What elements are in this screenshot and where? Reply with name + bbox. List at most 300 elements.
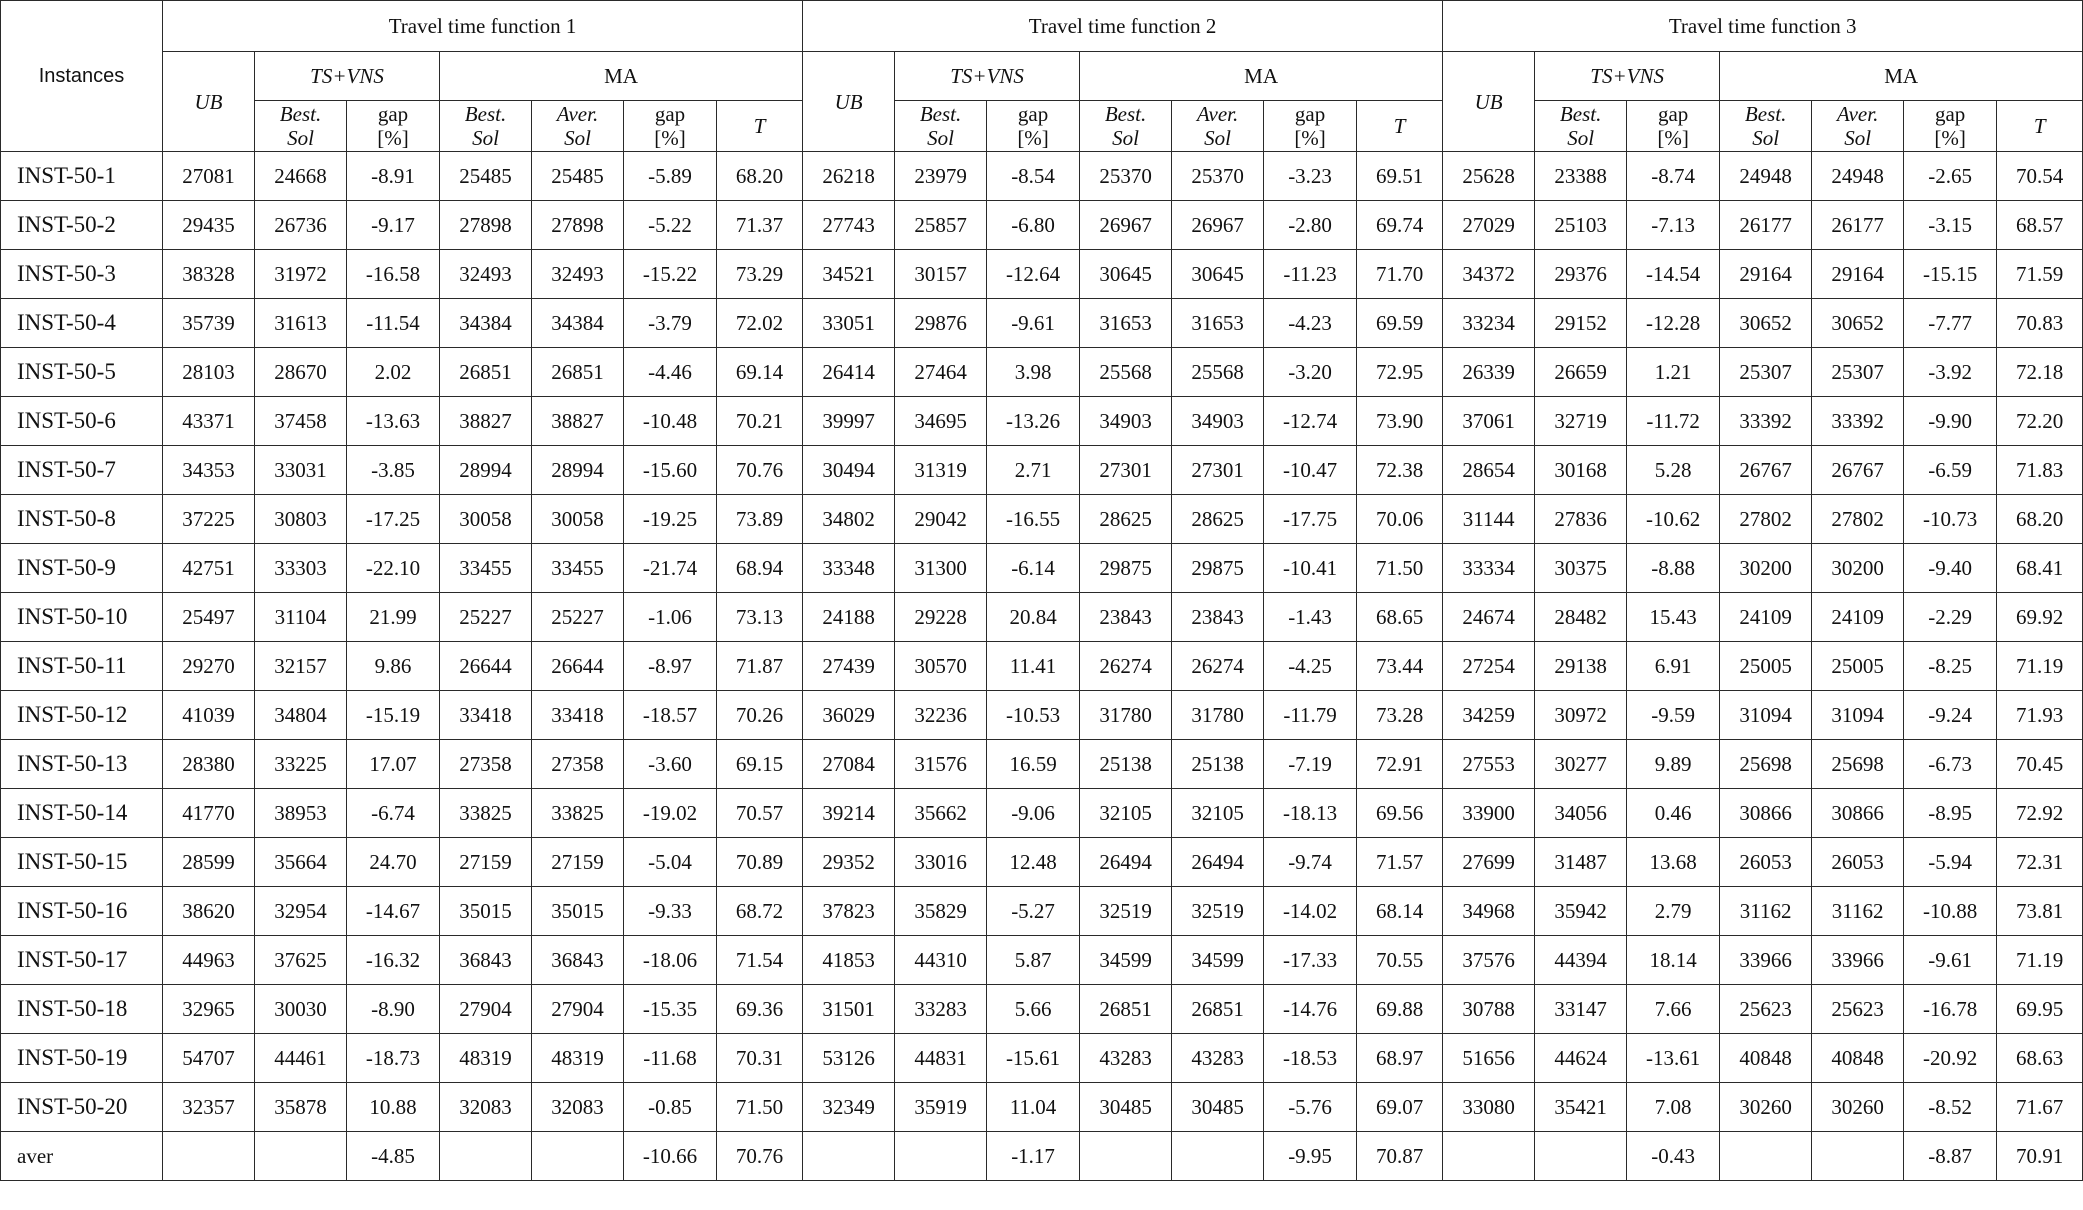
best-sol-header <box>1535 101 1627 152</box>
ts-best-sol-cell: 35664 <box>255 838 347 887</box>
best-sol-header-line1: Best. <box>919 102 962 126</box>
ma-best-sol-cell: 27358 <box>440 740 532 789</box>
ts-gap-cell: 2.71 <box>987 446 1080 495</box>
ma-best-sol-cell <box>1080 1132 1172 1181</box>
gap-header-line1: gap <box>377 102 409 126</box>
ts-best-sol-cell: 33303 <box>255 544 347 593</box>
time-cell: 71.83 <box>1997 446 2083 495</box>
ma-aver-sol-cell: 38827 <box>532 397 624 446</box>
ma-aver-sol-cell: 30652 <box>1812 299 1904 348</box>
ub-cell: 26339 <box>1443 348 1535 397</box>
ma-best-sol-cell: 28994 <box>440 446 532 495</box>
ub-cell: 27081 <box>163 152 255 201</box>
ts-best-sol-cell: 34695 <box>895 397 987 446</box>
table-row <box>1 1034 2083 1083</box>
ma-gap-cell: -2.29 <box>1904 593 1997 642</box>
average-row <box>1 1132 2083 1181</box>
ts-best-sol-cell: 34804 <box>255 691 347 740</box>
instance-name: INST-50-5 <box>1 348 163 397</box>
table-row <box>1 348 2083 397</box>
ub-cell: 25628 <box>1443 152 1535 201</box>
ma-aver-sol-cell: 26644 <box>532 642 624 691</box>
ma-aver-sol-cell <box>1172 1132 1264 1181</box>
ts-gap-cell: -9.61 <box>987 299 1080 348</box>
ma-aver-sol-cell: 26851 <box>1172 985 1264 1034</box>
ma-best-sol-cell: 26767 <box>1720 446 1812 495</box>
gap-header <box>987 101 1080 152</box>
t-header <box>1997 101 2083 152</box>
ts-gap-cell: 11.04 <box>987 1083 1080 1132</box>
ma-aver-sol-cell: 25568 <box>1172 348 1264 397</box>
ma-gap-cell: -9.33 <box>624 887 717 936</box>
ts-gap-cell: -16.58 <box>347 250 440 299</box>
ma-header <box>440 52 803 101</box>
ub-cell: 39214 <box>803 789 895 838</box>
ma-gap-cell: -11.23 <box>1264 250 1357 299</box>
ub-cell: 29435 <box>163 201 255 250</box>
ma-best-sol-cell: 31162 <box>1720 887 1812 936</box>
ma-aver-sol-cell: 26767 <box>1812 446 1904 495</box>
ma-gap-cell: -9.90 <box>1904 397 1997 446</box>
ma-label: MA <box>1244 64 1279 88</box>
table-row <box>1 593 2083 642</box>
ma-aver-sol-cell: 25623 <box>1812 985 1904 1034</box>
ts-best-sol-cell: 32157 <box>255 642 347 691</box>
ts-best-sol-cell: 38953 <box>255 789 347 838</box>
ma-aver-sol-cell: 25698 <box>1812 740 1904 789</box>
ub-cell: 30788 <box>1443 985 1535 1034</box>
ma-best-sol-cell <box>440 1132 532 1181</box>
ma-best-sol-cell: 32519 <box>1080 887 1172 936</box>
ts-gap-cell: -16.55 <box>987 495 1080 544</box>
ts-gap-cell: -13.61 <box>1627 1034 1720 1083</box>
ts-best-sol-cell: 32954 <box>255 887 347 936</box>
ts-best-sol-cell: 35829 <box>895 887 987 936</box>
gap-header-line2: [%] <box>1294 126 1326 150</box>
time-cell: 70.54 <box>1997 152 2083 201</box>
ma-best-sol-cell: 40848 <box>1720 1034 1812 1083</box>
ma-gap-cell: -9.40 <box>1904 544 1997 593</box>
ub-cell: 34802 <box>803 495 895 544</box>
ub-cell: 32357 <box>163 1083 255 1132</box>
ma-gap-cell: -11.79 <box>1264 691 1357 740</box>
time-cell: 69.59 <box>1357 299 1443 348</box>
ma-best-sol-cell: 24109 <box>1720 593 1812 642</box>
ma-gap-cell: -15.15 <box>1904 250 1997 299</box>
ts-best-sol-cell: 30277 <box>1535 740 1627 789</box>
ub-cell: 27439 <box>803 642 895 691</box>
ma-best-sol-cell: 26053 <box>1720 838 1812 887</box>
ts-best-sol-cell: 27464 <box>895 348 987 397</box>
ts-best-sol-cell <box>1535 1132 1627 1181</box>
instance-name: INST-50-15 <box>1 838 163 887</box>
ma-aver-sol-cell: 34903 <box>1172 397 1264 446</box>
ub-cell <box>1443 1132 1535 1181</box>
ma-gap-cell: -1.06 <box>624 593 717 642</box>
gap-header-line1: gap <box>1657 102 1689 126</box>
ts-gap-cell: -8.74 <box>1627 152 1720 201</box>
ma-aver-sol-cell: 32083 <box>532 1083 624 1132</box>
ts-vns-label: TS+VNS <box>310 64 384 88</box>
t-label: T <box>2033 114 2046 138</box>
ub-cell: 34259 <box>1443 691 1535 740</box>
gap-header <box>1904 101 1997 152</box>
ub-cell: 28599 <box>163 838 255 887</box>
ma-best-sol-cell: 33825 <box>440 789 532 838</box>
time-cell: 71.37 <box>717 201 803 250</box>
instance-name: INST-50-2 <box>1 201 163 250</box>
ma-gap-cell: -8.97 <box>624 642 717 691</box>
ma-aver-sol-cell: 25370 <box>1172 152 1264 201</box>
ma-best-sol-cell: 25698 <box>1720 740 1812 789</box>
ts-best-sol-cell: 31300 <box>895 544 987 593</box>
time-cell: 70.76 <box>717 1132 803 1181</box>
ma-best-sol-cell <box>1720 1132 1812 1181</box>
ma-aver-sol-cell: 35015 <box>532 887 624 936</box>
time-cell: 71.59 <box>1997 250 2083 299</box>
ma-aver-sol-cell: 26967 <box>1172 201 1264 250</box>
gap-header-line2: [%] <box>1657 126 1689 150</box>
ub-cell: 36029 <box>803 691 895 740</box>
ma-label: MA <box>604 64 638 88</box>
table-row <box>1 740 2083 789</box>
time-cell: 68.20 <box>1997 495 2083 544</box>
aver-sol-header-line1: Aver. <box>556 102 599 126</box>
ts-best-sol-cell: 44624 <box>1535 1034 1627 1083</box>
ub-header <box>1443 52 1535 152</box>
time-cell: 72.02 <box>717 299 803 348</box>
ma-aver-sol-cell: 23843 <box>1172 593 1264 642</box>
ts-gap-cell: -3.85 <box>347 446 440 495</box>
time-cell: 71.93 <box>1997 691 2083 740</box>
ma-best-sol-cell: 31653 <box>1080 299 1172 348</box>
table-row <box>1 299 2083 348</box>
time-cell: 68.97 <box>1357 1034 1443 1083</box>
ts-gap-cell: -10.53 <box>987 691 1080 740</box>
ma-best-sol-cell: 43283 <box>1080 1034 1172 1083</box>
ub-cell: 34968 <box>1443 887 1535 936</box>
time-cell: 69.56 <box>1357 789 1443 838</box>
time-cell: 70.76 <box>717 446 803 495</box>
ts-best-sol-cell: 31487 <box>1535 838 1627 887</box>
ma-best-sol-cell: 25138 <box>1080 740 1172 789</box>
ts-best-sol-cell: 25857 <box>895 201 987 250</box>
group-title: Travel time function 2 <box>1028 14 1217 38</box>
ub-cell: 54707 <box>163 1034 255 1083</box>
ub-cell: 27084 <box>803 740 895 789</box>
ma-gap-cell: -9.95 <box>1264 1132 1357 1181</box>
ma-best-sol-cell: 34384 <box>440 299 532 348</box>
ma-best-sol-cell: 26644 <box>440 642 532 691</box>
ma-gap-cell: -7.77 <box>1904 299 1997 348</box>
ub-cell: 27743 <box>803 201 895 250</box>
instance-name: INST-50-13 <box>1 740 163 789</box>
best-sol-header-line1: Best. <box>1559 102 1602 126</box>
table-row <box>1 397 2083 446</box>
gap-header-line1: gap <box>1294 102 1326 126</box>
ub-cell: 41039 <box>163 691 255 740</box>
ub-cell: 41770 <box>163 789 255 838</box>
ts-gap-cell: -11.54 <box>347 299 440 348</box>
ub-cell: 25497 <box>163 593 255 642</box>
ub-cell <box>163 1132 255 1181</box>
time-cell: 70.87 <box>1357 1132 1443 1181</box>
table-row <box>1 936 2083 985</box>
ub-cell: 30494 <box>803 446 895 495</box>
ma-gap-cell: -15.60 <box>624 446 717 495</box>
ts-best-sol-cell: 23979 <box>895 152 987 201</box>
ts-gap-cell: -15.19 <box>347 691 440 740</box>
ma-gap-cell: -17.75 <box>1264 495 1357 544</box>
ts-gap-cell: -17.25 <box>347 495 440 544</box>
ma-aver-sol-cell: 27301 <box>1172 446 1264 495</box>
ub-cell: 35739 <box>163 299 255 348</box>
ts-best-sol-cell: 35919 <box>895 1083 987 1132</box>
group-header-2 <box>803 1 1443 52</box>
ma-gap-cell: -4.23 <box>1264 299 1357 348</box>
ma-best-sol-cell: 33966 <box>1720 936 1812 985</box>
ub-cell: 31501 <box>803 985 895 1034</box>
ub-cell: 24674 <box>1443 593 1535 642</box>
ts-vns-header <box>1535 52 1720 101</box>
t-label: T <box>1393 114 1406 138</box>
ma-best-sol-cell: 31780 <box>1080 691 1172 740</box>
ts-gap-cell: -1.17 <box>987 1132 1080 1181</box>
ub-label: UB <box>834 89 863 114</box>
ts-gap-cell: 24.70 <box>347 838 440 887</box>
instance-name: INST-50-7 <box>1 446 163 495</box>
ma-gap-cell: -3.20 <box>1264 348 1357 397</box>
best-sol-header-line1: Best. <box>279 102 322 126</box>
ts-best-sol-cell: 31319 <box>895 446 987 495</box>
ma-best-sol-cell: 32083 <box>440 1083 532 1132</box>
ts-best-sol-cell: 26736 <box>255 201 347 250</box>
ub-cell: 37823 <box>803 887 895 936</box>
ts-best-sol-cell: 44310 <box>895 936 987 985</box>
ma-gap-cell: -18.06 <box>624 936 717 985</box>
time-cell: 72.31 <box>1997 838 2083 887</box>
ma-best-sol-cell: 29164 <box>1720 250 1812 299</box>
time-cell: 68.94 <box>717 544 803 593</box>
ma-aver-sol-cell: 33418 <box>532 691 624 740</box>
instance-name: INST-50-11 <box>1 642 163 691</box>
best-sol-header-line2: Sol <box>927 126 954 150</box>
ma-best-sol-cell: 30485 <box>1080 1083 1172 1132</box>
ts-best-sol-cell: 44831 <box>895 1034 987 1083</box>
ub-cell: 28380 <box>163 740 255 789</box>
ma-gap-cell: -5.89 <box>624 152 717 201</box>
ma-gap-cell: -15.22 <box>624 250 717 299</box>
ts-gap-cell: -16.32 <box>347 936 440 985</box>
instance-name: INST-50-3 <box>1 250 163 299</box>
ts-best-sol-cell: 28670 <box>255 348 347 397</box>
ts-gap-cell: -12.28 <box>1627 299 1720 348</box>
ma-gap-cell: -10.66 <box>624 1132 717 1181</box>
instance-name: INST-50-17 <box>1 936 163 985</box>
ts-best-sol-cell: 29042 <box>895 495 987 544</box>
time-cell: 73.13 <box>717 593 803 642</box>
time-cell: 71.19 <box>1997 936 2083 985</box>
ma-best-sol-cell: 30260 <box>1720 1083 1812 1132</box>
ts-gap-cell: -7.13 <box>1627 201 1720 250</box>
ma-best-sol-cell: 23843 <box>1080 593 1172 642</box>
group-title: Travel time function 1 <box>388 14 577 38</box>
ts-gap-cell: 15.43 <box>1627 593 1720 642</box>
ub-cell: 37576 <box>1443 936 1535 985</box>
gap-header-line2: [%] <box>1934 126 1966 150</box>
ma-gap-cell: -6.73 <box>1904 740 1997 789</box>
time-cell: 72.91 <box>1357 740 1443 789</box>
aver-sol-header-line2: Sol <box>1204 126 1231 150</box>
ma-gap-cell: -4.46 <box>624 348 717 397</box>
ub-cell: 29352 <box>803 838 895 887</box>
time-cell: 70.21 <box>717 397 803 446</box>
instance-name: INST-50-14 <box>1 789 163 838</box>
time-cell: 68.14 <box>1357 887 1443 936</box>
time-cell: 71.19 <box>1997 642 2083 691</box>
ma-best-sol-cell: 27904 <box>440 985 532 1034</box>
ts-gap-cell: -22.10 <box>347 544 440 593</box>
ub-cell: 31144 <box>1443 495 1535 544</box>
time-cell: 72.18 <box>1997 348 2083 397</box>
ma-gap-cell: -9.74 <box>1264 838 1357 887</box>
ts-gap-cell: 2.79 <box>1627 887 1720 936</box>
ma-best-sol-cell: 25568 <box>1080 348 1172 397</box>
ma-best-sol-cell: 30645 <box>1080 250 1172 299</box>
ub-cell: 37225 <box>163 495 255 544</box>
ts-gap-cell: -5.27 <box>987 887 1080 936</box>
ts-best-sol-cell: 31613 <box>255 299 347 348</box>
ts-best-sol-cell: 29152 <box>1535 299 1627 348</box>
time-cell: 70.57 <box>717 789 803 838</box>
ts-gap-cell: -0.43 <box>1627 1132 1720 1181</box>
instance-name: INST-50-8 <box>1 495 163 544</box>
ts-best-sol-cell: 44461 <box>255 1034 347 1083</box>
ub-cell: 28654 <box>1443 446 1535 495</box>
time-cell: 69.36 <box>717 985 803 1034</box>
ma-best-sol-cell: 28625 <box>1080 495 1172 544</box>
ma-best-sol-cell: 30200 <box>1720 544 1812 593</box>
table-row <box>1 838 2083 887</box>
time-cell: 69.15 <box>717 740 803 789</box>
ts-gap-cell: -8.90 <box>347 985 440 1034</box>
ub-cell: 34521 <box>803 250 895 299</box>
ma-best-sol-cell: 24948 <box>1720 152 1812 201</box>
best-sol-header <box>895 101 987 152</box>
ub-cell <box>803 1132 895 1181</box>
ts-gap-cell: -6.74 <box>347 789 440 838</box>
time-cell: 71.70 <box>1357 250 1443 299</box>
ts-best-sol-cell <box>895 1132 987 1181</box>
ts-gap-cell: 10.88 <box>347 1083 440 1132</box>
instance-name: aver <box>1 1132 163 1181</box>
table-row <box>1 250 2083 299</box>
time-cell: 71.57 <box>1357 838 1443 887</box>
table-row <box>1 789 2083 838</box>
time-cell: 70.31 <box>717 1034 803 1083</box>
ma-aver-sol-cell: 26494 <box>1172 838 1264 887</box>
ma-gap-cell: -3.92 <box>1904 348 1997 397</box>
ma-best-sol-cell: 26494 <box>1080 838 1172 887</box>
time-cell: 70.55 <box>1357 936 1443 985</box>
ts-gap-cell: 16.59 <box>987 740 1080 789</box>
ma-best-sol-cell: 30058 <box>440 495 532 544</box>
ma-gap-cell: -8.52 <box>1904 1083 1997 1132</box>
ts-best-sol-cell: 23388 <box>1535 152 1627 201</box>
ma-aver-sol-cell: 30866 <box>1812 789 1904 838</box>
best-sol-header <box>255 101 347 152</box>
ma-aver-sol-cell: 26053 <box>1812 838 1904 887</box>
ts-best-sol-cell: 33031 <box>255 446 347 495</box>
ma-best-sol-cell: 34599 <box>1080 936 1172 985</box>
ub-cell: 27699 <box>1443 838 1535 887</box>
ma-aver-sol-cell: 31162 <box>1812 887 1904 936</box>
time-cell: 68.41 <box>1997 544 2083 593</box>
time-cell: 69.88 <box>1357 985 1443 1034</box>
best-sol-header <box>1720 101 1812 152</box>
ma-aver-sol-cell: 28625 <box>1172 495 1264 544</box>
ts-gap-cell: 3.98 <box>987 348 1080 397</box>
ub-cell: 27553 <box>1443 740 1535 789</box>
ma-aver-sol-cell: 33825 <box>532 789 624 838</box>
time-cell: 69.51 <box>1357 152 1443 201</box>
ma-aver-sol-cell: 25138 <box>1172 740 1264 789</box>
time-cell: 69.92 <box>1997 593 2083 642</box>
ma-aver-sol-cell: 43283 <box>1172 1034 1264 1083</box>
ma-gap-cell: -3.23 <box>1264 152 1357 201</box>
ub-cell: 32349 <box>803 1083 895 1132</box>
t-label: T <box>753 114 766 138</box>
header-row-columns <box>1 101 2083 152</box>
ub-cell: 33051 <box>803 299 895 348</box>
ma-aver-sol-cell: 40848 <box>1812 1034 1904 1083</box>
gap-header <box>1627 101 1720 152</box>
ma-gap-cell: -10.88 <box>1904 887 1997 936</box>
ma-best-sol-cell: 33455 <box>440 544 532 593</box>
ts-best-sol-cell: 33225 <box>255 740 347 789</box>
ma-aver-sol-cell: 25227 <box>532 593 624 642</box>
ma-best-sol-cell: 25227 <box>440 593 532 642</box>
time-cell: 69.95 <box>1997 985 2083 1034</box>
ma-gap-cell: -3.60 <box>624 740 717 789</box>
ma-gap-cell: -9.61 <box>1904 936 1997 985</box>
ma-gap-cell: -19.25 <box>624 495 717 544</box>
ts-best-sol-cell: 26659 <box>1535 348 1627 397</box>
ts-vns-header <box>895 52 1080 101</box>
ma-aver-sol-cell: 30485 <box>1172 1083 1264 1132</box>
table-row <box>1 1083 2083 1132</box>
ma-aver-sol-cell: 26274 <box>1172 642 1264 691</box>
time-cell: 68.72 <box>717 887 803 936</box>
gap-header-line1: gap <box>1934 102 1966 126</box>
header-row-methods <box>1 52 2083 101</box>
ma-gap-cell: -5.76 <box>1264 1083 1357 1132</box>
ma-aver-sol-cell: 25485 <box>532 152 624 201</box>
gap-header-line2: [%] <box>654 126 686 150</box>
time-cell: 68.20 <box>717 152 803 201</box>
ts-best-sol-cell: 30157 <box>895 250 987 299</box>
instance-name: INST-50-10 <box>1 593 163 642</box>
ma-gap-cell: -18.13 <box>1264 789 1357 838</box>
ma-best-sol-cell: 38827 <box>440 397 532 446</box>
ma-aver-sol-cell: 33392 <box>1812 397 1904 446</box>
ma-aver-sol-cell: 33966 <box>1812 936 1904 985</box>
ma-gap-cell: -15.35 <box>624 985 717 1034</box>
time-cell: 70.83 <box>1997 299 2083 348</box>
ma-aver-sol-cell: 25307 <box>1812 348 1904 397</box>
ma-aver-sol-cell: 34599 <box>1172 936 1264 985</box>
ma-aver-sol-cell: 36843 <box>532 936 624 985</box>
